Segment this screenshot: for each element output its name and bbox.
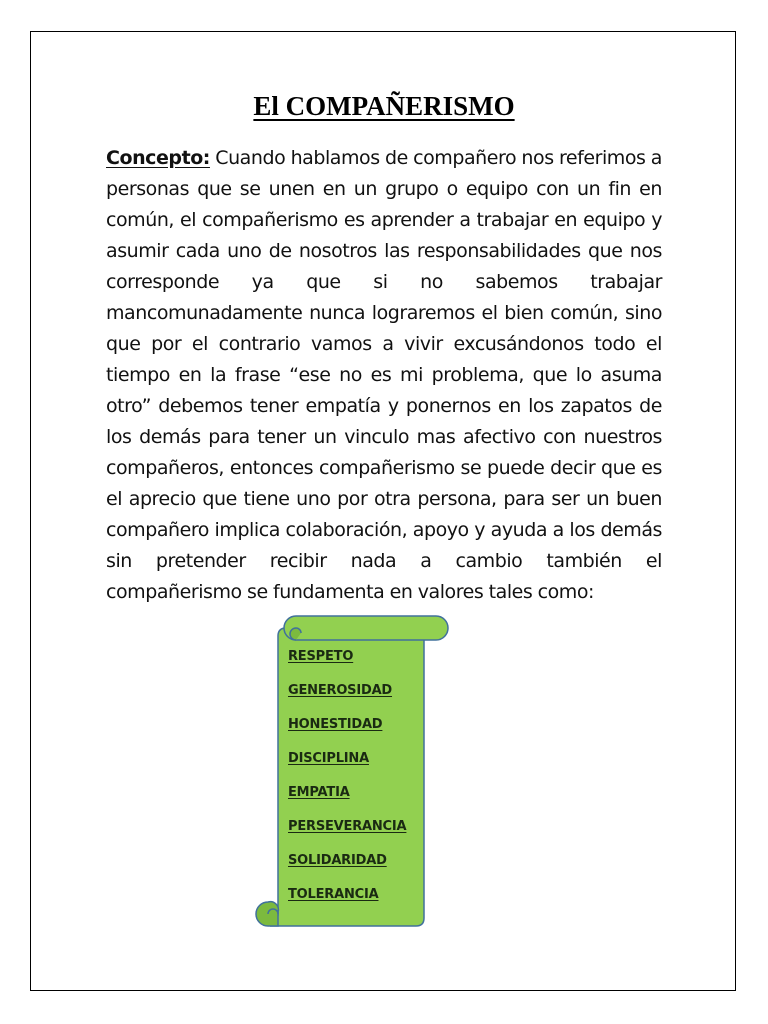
- concept-label: Concepto:: [106, 147, 210, 169]
- title-text: El COMPAÑERISMO: [253, 91, 515, 121]
- value-item-empatia: EMPATIA: [288, 785, 350, 800]
- value-item-disciplina: DISCIPLINA: [288, 751, 369, 766]
- values-list: [288, 642, 406, 914]
- page-title: [0, 90, 768, 122]
- concept-paragraph: [106, 143, 662, 608]
- value-item-solidaridad: SOLIDARIDAD: [288, 853, 387, 868]
- value-item-honestidad: HONESTIDAD: [288, 717, 383, 732]
- value-item-tolerancia: TOLERANCIA: [288, 887, 379, 902]
- concept-text: Cuando hablamos de compañero nos referimos a personas que se unen en un grupo o equipo con un fin en común, el compañerismo es aprender a trabajar en equipo y asumir cada uno de nosotros las responsabilidades que nos corresponde ya que si no sabemos trabajar mancomunadamente nunca lograremos el bien común, sino que por el contrario vamos a vivir excusándonos todo el tiempo en la frase “ese no es mi problema, que lo asuma otro” debemos tener empatía y ponernos en los zapatos de los demás para tener un vinculo mas afectivo con nuestros compañeros, entonces compañerismo se puede decir que es el aprecio que tiene uno por otra persona, para ser un buen compañero implica colaboración, apoyo y ayuda a los demás sin pretender recibir nada a cambio también el compañerismo se fundamenta en valores tales como:: [106, 147, 662, 603]
- value-item-generosidad: GENEROSIDAD: [288, 683, 393, 698]
- value-item-perseverancia: PERSEVERANCIA: [288, 819, 407, 834]
- value-item-respeto: RESPETO: [288, 649, 354, 664]
